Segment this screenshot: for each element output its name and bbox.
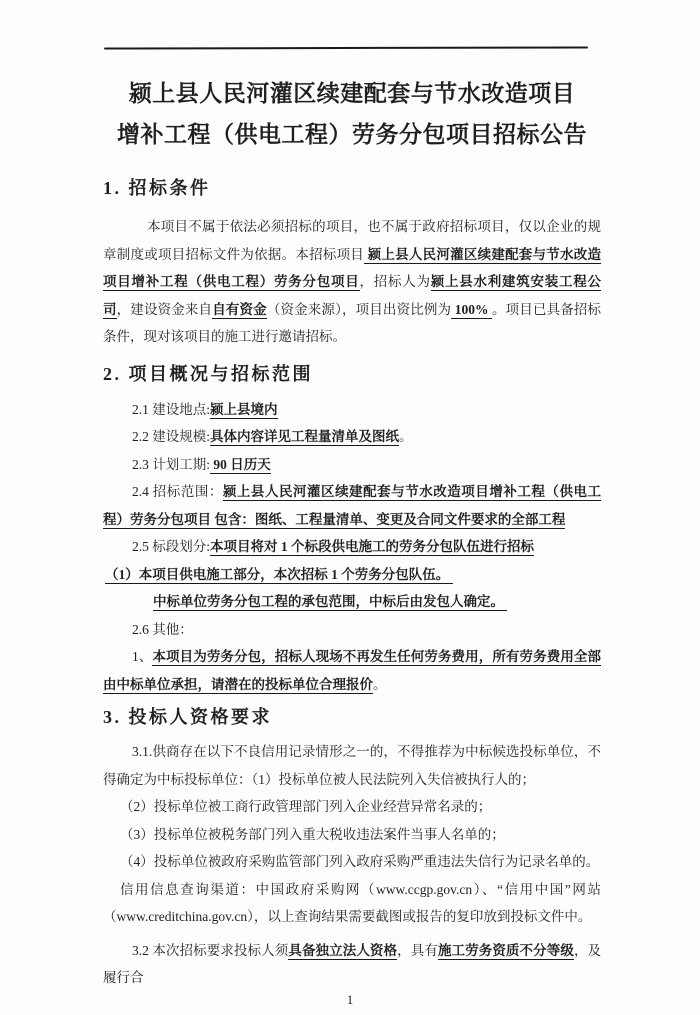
text-segment: 2.4 招标范围： [132, 484, 223, 499]
text-segment: 1、 [132, 649, 153, 664]
underlined-field: 100% [451, 301, 492, 317]
page-number: 1 [346, 992, 354, 1007]
text-segment: 2.2 建设规模: [132, 429, 211, 444]
underlined-field: 颍上县人民河灌区续建配套与节水改造项目增补工程（供电工程）劳务分包项目 包含：图纸、工程量清单、变更及合同文件要求的全部工程 [103, 484, 601, 527]
section-1-paragraph [103, 213, 601, 351]
item-3-1-sub-2 [103, 793, 601, 821]
item-3-1-sub-3 [103, 821, 601, 849]
underlined-field: 颍上县人民河灌区续建配套与节水改造项目增补工程（供电工程）劳务分包项目 [103, 246, 602, 289]
item-2-5-sub-1 [103, 561, 601, 589]
section-1-heading: 1. 招标条件 [103, 178, 211, 198]
text-segment: ，具有 [397, 942, 438, 958]
item-3-1-sub-4 [103, 848, 601, 876]
text-segment: （3）投标单位被税务部门列入重大税收违法案件当事人名单的； [120, 826, 505, 842]
text-segment: 2.5 标段划分: [132, 539, 211, 554]
text-segment: 3.2 本次招标要求投标人须 [132, 942, 289, 958]
section-2-heading: 2. 项目概况与招标范围 [103, 363, 313, 384]
item-2-3 [103, 451, 601, 479]
text-segment: （4）投标单位被政府采购监管部门列入政府采购严重违法失信行为记录名单的。 [120, 854, 600, 869]
text-segment: 信用信息查询渠道：中国政府采购网（www.ccgp.gov.cn）、“信用中国”网站（www.creditchina.gov.cn），以上查询结果需要截图或报告的复印放到投标文件中。 [103, 881, 601, 924]
underlined-field: 施工劳务资质不分等级 [437, 942, 574, 958]
text-segment: 本项目不属于依法必须招标的项目，也不属于政府招标项目，仅以企业的规章制度或项目招标文件为依据。本招标项目 [103, 219, 601, 262]
text-segment: 2.1 建设地点: [132, 401, 211, 417]
credit-info-channels [103, 876, 601, 931]
text-segment: 。 [373, 676, 387, 692]
document-title [103, 0, 601, 155]
section-3-heading: 3. 投标人资格要求 [103, 707, 272, 727]
underlined-field: 自有资金 [212, 301, 267, 317]
item-2-4 [103, 478, 601, 533]
text-segment: ，建设资金来自 [116, 301, 213, 317]
underlined-field: 具体内容详见工程量清单及图纸 [210, 429, 400, 444]
item-2-1 [103, 396, 601, 424]
underlined-field: 中标单位劳务分包工程的承包范围，中标后由发包人确定。 [153, 594, 508, 609]
item-3-1 [103, 738, 601, 793]
item-2-5 [103, 533, 601, 561]
text-segment: （2）投标单位被工商行政管理部门列入企业经营异常名录的； [120, 799, 492, 814]
title-line-1: 颍上县人民河灌区续建配套与节水改造项目 [128, 81, 576, 106]
underlined-field: 具备独立法人资格 [288, 942, 398, 958]
section-3-body [103, 738, 601, 992]
text-segment: 。 [399, 429, 413, 444]
underlined-field: 90 日历天 [210, 456, 271, 472]
text-segment: 。项目已具备招标条件，现对该项目的施工进行邀请招标。 [103, 301, 602, 344]
item-2-6 [103, 616, 601, 644]
text-segment: 2.6 其他： [132, 621, 193, 637]
underlined-field: 本项目为劳务分包，招标人现场不再发生任何劳务费用，所有劳务费用全部由中标单位承担，请潜在的投标单位合理报价 [103, 649, 602, 692]
underlined-field: （1）本项目供电施工部分，本次招标 1 个劳务分包队伍。 [105, 566, 453, 582]
title-line-2: 增补工程（供电工程）劳务分包项目招标公告 [117, 122, 587, 147]
text-segment: ，及履行合 [103, 942, 602, 985]
item-2-6-note [103, 643, 601, 698]
text-segment: 2.3 计划工期: [132, 456, 211, 472]
text-segment: 3.1.供商存在以下不良信用记录情形之一的，不得推荐为中标候选投标单位，不得确定为中标投标单位：（1）投标单位被人民法院列入失信被执行人的； [103, 744, 601, 787]
item-2-2 [103, 423, 601, 451]
underlined-field: 本项目将对 1 个标段供电施工的劳务分包队伍进行招标 [210, 539, 535, 554]
item-3-2 [103, 937, 601, 992]
underlined-field: 颍上县境内 [210, 401, 278, 417]
section-2-body [103, 396, 601, 699]
underlined-field: 颍上县水利建筑安装工程公司 [103, 274, 601, 317]
text-segment: （资金来源），项目出资比例为 [266, 301, 452, 317]
text-segment: ，招标人为 [359, 274, 431, 289]
item-2-5-sub-2 [103, 588, 601, 616]
